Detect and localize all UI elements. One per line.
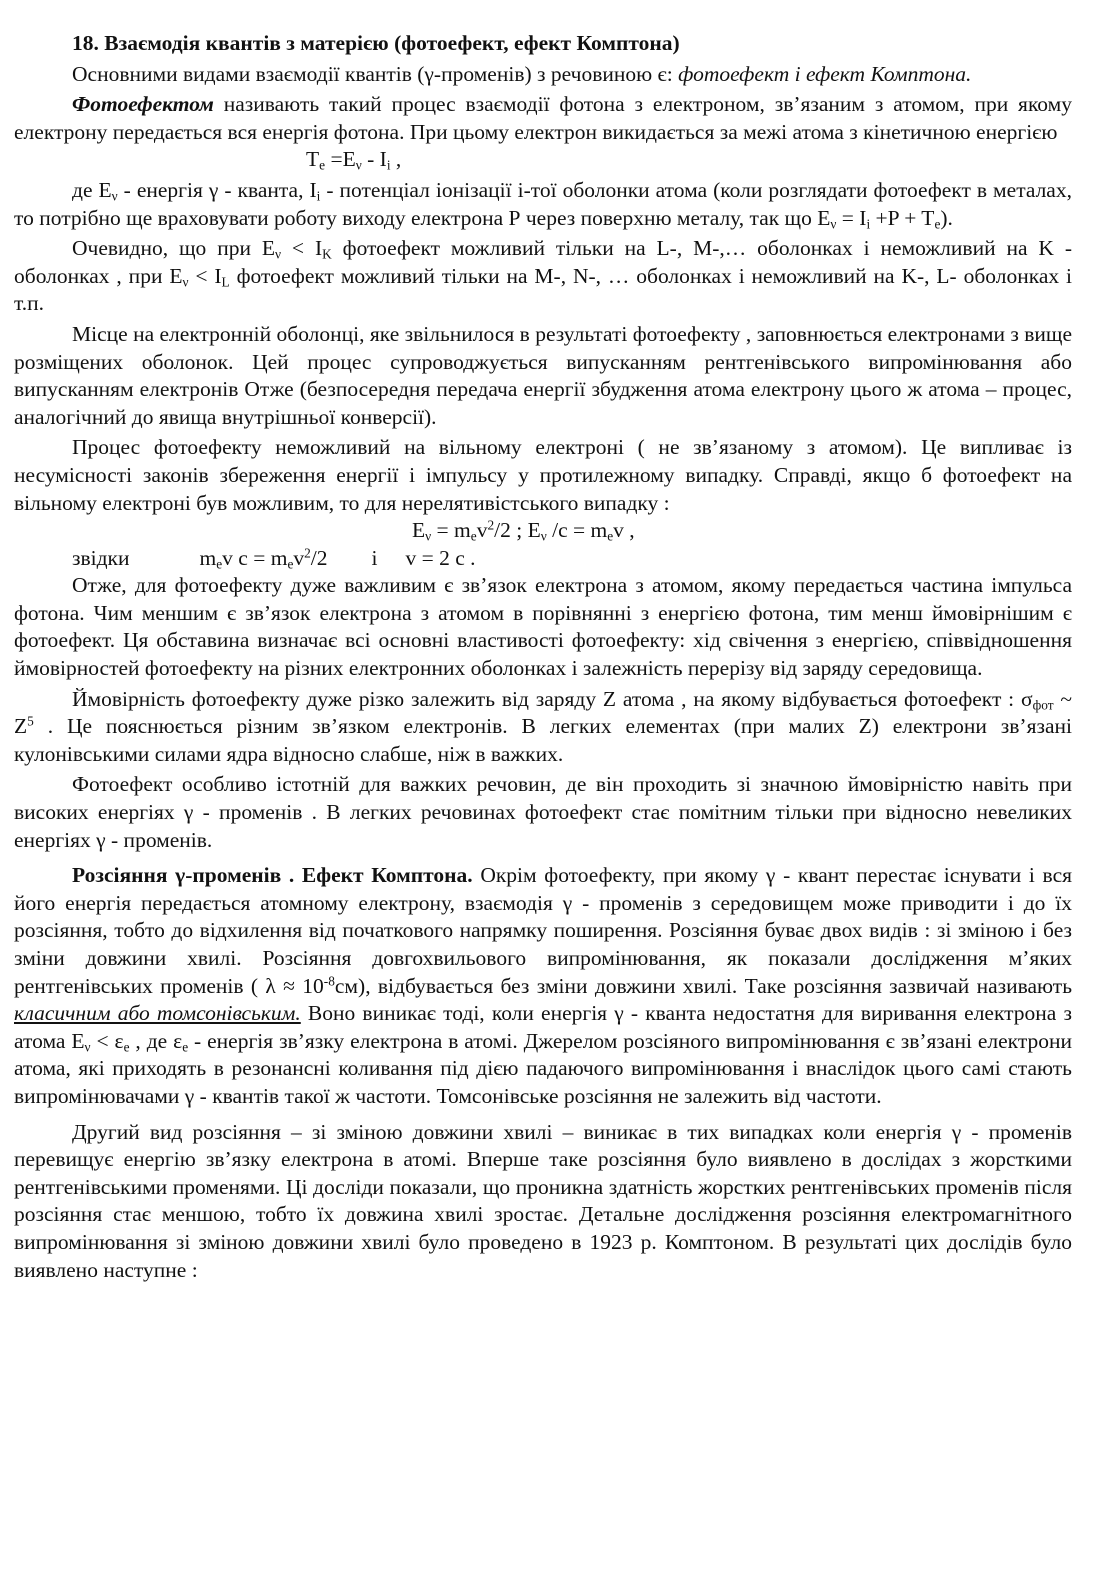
superscript: -8 [323, 973, 335, 989]
intro-italic: фотоефект і ефект Комптона. [678, 61, 972, 86]
text-run: < I [188, 263, 222, 288]
eq-sub: ν [425, 528, 432, 544]
subscript: i [316, 188, 321, 204]
paragraph-photoeffect-definition [14, 91, 1072, 146]
heading-compton: Розсіяння γ-променів . Ефект Комптона. [72, 863, 473, 888]
subscript: i [866, 215, 871, 231]
eq-part: v c = m [222, 545, 288, 570]
eq-sub: ν [355, 157, 362, 173]
subscript: ν [830, 215, 837, 231]
text-run: фотоефект можливий тільки на M-, N-, … оболонках і неможливий на K-, L- оболонках і т.п. [14, 263, 1072, 316]
paragraph-shells [14, 235, 1072, 318]
text-run: Воно виникає тоді, коли енергія γ - кванта недостатня для виривання електрона з атома E [14, 1001, 1072, 1053]
eq-sub: ν [540, 528, 547, 544]
text-run: ~ Z [14, 686, 1072, 739]
eq-part: - I [361, 147, 387, 172]
eq-sub: i [386, 157, 391, 173]
subscript: ν [111, 188, 118, 204]
eq-word: і [371, 545, 378, 570]
equation-result [14, 545, 1072, 573]
text-run: Окрім фотоефекту, при якому γ - квант перестає існувати і вся його енергія передається атомному електрону, взаємодія γ - променів з середовищем може приводити і до їх розсіяння, тобто до відхилення від початкового напрямку поширення. Розсіяння буває двох видів : зі зміною і без зміни довжини хвилі. Розсіяння довгохвильового випромінювання, як показали дослідження м’яких рентгенівських променів ( λ ≈ 10 [14, 863, 1072, 998]
paragraph-second-type: Другий вид розсіяння – зі зміною довжини хвилі – виникає в тих випадках коли енергія γ - променів перевищує енергію зв’язку електрона в атомі. Вперше таке розсіяння було виявлено в дослідах з жорсткими рентгенівськими променями. Ці досліди показали, що проникна здатність жорстких рентгенівських променів після розсіяння стає меншою, тобто їх довжина хвилі зростає. Детальне дослідження розсіяння електромагнітного випромінювання зі зміною довжини хвилі було проведено в 1923 р. Комптоном. В результаті цих дослідів було виявлено наступне : [14, 1119, 1072, 1282]
subscript: e [934, 215, 941, 231]
eq-part: , [390, 147, 402, 172]
paragraph-free-electron: Процес фотоефекту неможливий на вільному електроні ( не зв’язаному з атомом). Це випливає із несумісності законів збереження енергії і імпульсу у протилежному випадку. Справді, якщо б фотоефект на вільному електроні був можливим, то для нерелятивістського випадку : [14, 435, 1072, 515]
text-run: см), відбувається без зміни довжини хвилі. Таке розсіяння зазвичай називають [334, 973, 1073, 998]
text-run: < I [281, 236, 323, 261]
text-run: - потенціал іонізації i-тої оболонки атома (коли розглядати фотоефект в металах, то потрібно ще враховувати роботу виходу електрона Р через поверхню металу, так що E [14, 177, 1072, 230]
eq-part: v , [613, 518, 635, 543]
eq-part: v = 2 c . [405, 545, 476, 570]
eq-part: /2 ; E [494, 518, 541, 543]
subscript: ν [275, 246, 282, 262]
eq-word: звідки [72, 545, 130, 570]
subscript: фот [1032, 696, 1054, 712]
text-run: , де ε [129, 1028, 183, 1053]
eq-sub: e [607, 528, 614, 544]
text-run: - енергія γ - кванта, I [117, 177, 317, 202]
text-run: Ймовірність фотоефекту дуже різко залежить від заряду Z атома , на якому відбувається фотоефект : σ [72, 686, 1033, 711]
paragraph-binding: Отже, для фотоефекту дуже важливим є зв’язок електрона з атомом, якому передається частина імпульса фотона. Чим меншим є зв’язок електрона з атомом в порівнянні з енергією фотона, тим менш ймовірнішим є фотоефект. Ця обставина визначає всі основні властивості фотоефекту: хід свічення з енергією, співвідношення ймовірностей фотоефекту на різних електронних оболонках і залежність перерізу від заряду середовища. [14, 573, 1072, 681]
underlined-term: класичним або томсонівським. [14, 1001, 301, 1026]
eq-part: = m [431, 518, 471, 543]
eq-part: /c = m [546, 518, 608, 543]
eq-t: T [306, 147, 320, 172]
eq-part: E [412, 518, 426, 543]
subscript: ν [182, 274, 189, 290]
text-run: Очевидно, що при E [72, 236, 275, 261]
eq-sup: 2 [304, 545, 311, 561]
text-run: - енергія зв’язку електрона в атомі. Джерелом розсіяного випромінювання є зв’язані електрони атома, які приходять в резонансні коливання під дією падаючого випромінювання і внаслідок цього самі стають випромінювачами γ - квантів такої ж частоти. Томсонівське розсіяння не залежить від частоти. [14, 1028, 1073, 1108]
term-photoeffect: Фотоефектом [72, 92, 214, 117]
text-run: . Це пояснюється різним зв’язком електронів. В легких елементах (при малих Z) електрони зв’язані кулонівськими силами ядра відносно слабше, ніж в важких. [14, 714, 1072, 766]
eq-part: /2 [310, 545, 328, 570]
text-run: +P + T [870, 205, 935, 230]
paragraph-heavy-substances: Фотоефект особливо істотній для важких речовин, де він проходить зі значною ймовірністю навіть при високих енергіях γ - променів . В легких речовинах фотоефект стає помітним тільки при відносно невеликих енергіях γ - променів. [14, 772, 1072, 852]
superscript: 5 [27, 713, 34, 729]
text-run: = I [836, 205, 867, 230]
text-run: де E [72, 177, 112, 202]
text-run: фотоефект можливий тільки на L-, M-,… оболонках і неможливий на K - оболонках , при E [14, 236, 1072, 288]
eq-sup: 2 [487, 517, 495, 533]
intro-text: Основними видами взаємодії квантів (γ-променів) з речовиною є: [72, 61, 679, 86]
eq-part: m [199, 545, 217, 570]
subscript: e [123, 1039, 130, 1055]
text-run: < ε [90, 1028, 124, 1053]
paragraph-notation [14, 177, 1072, 232]
equation-conservation [14, 517, 1072, 545]
eq-sub: e [287, 556, 294, 572]
eq-part: v [293, 545, 305, 570]
eq-sub: e [470, 528, 477, 544]
text-run: ). [940, 205, 953, 230]
subscript: L [221, 274, 230, 290]
subscript: ν [84, 1039, 91, 1055]
equation-kinetic-energy [14, 146, 1072, 174]
eq-sub: e [216, 556, 223, 572]
eq-part: =E [325, 147, 356, 172]
subscript: K [322, 246, 332, 262]
subscript: e [182, 1039, 189, 1055]
eq-sub: e [319, 157, 326, 173]
section-title: 18. Взаємодія квантів з матерією (фотоефект, ефект Комптона) [72, 31, 680, 55]
paragraph-compton-scattering [14, 862, 1072, 1110]
definition-text: називають такий процес взаємодії фотона з електроном, зв’язаним з атомом, при якому електрону передається вся енергія фотона. При цьому електрон викидається за межі атома з кінетичною енергією [14, 92, 1072, 144]
paragraph-z-dependence [14, 686, 1072, 769]
paragraph-vacancy: Місце на електронній оболонці, яке звільнилося в результаті фотоефекту , заповнюється електронами з вище розміщених оболонок. Цей процес супроводжується випусканням рентгенівського випромінювання або випусканням електронів Отже (безпосередня передача енергії збудження атома електрону цього ж атома – процес, аналогічний до явища внутрішньої конверсії). [14, 321, 1072, 429]
eq-part: v [476, 518, 488, 543]
paragraph-intro [14, 61, 1072, 89]
